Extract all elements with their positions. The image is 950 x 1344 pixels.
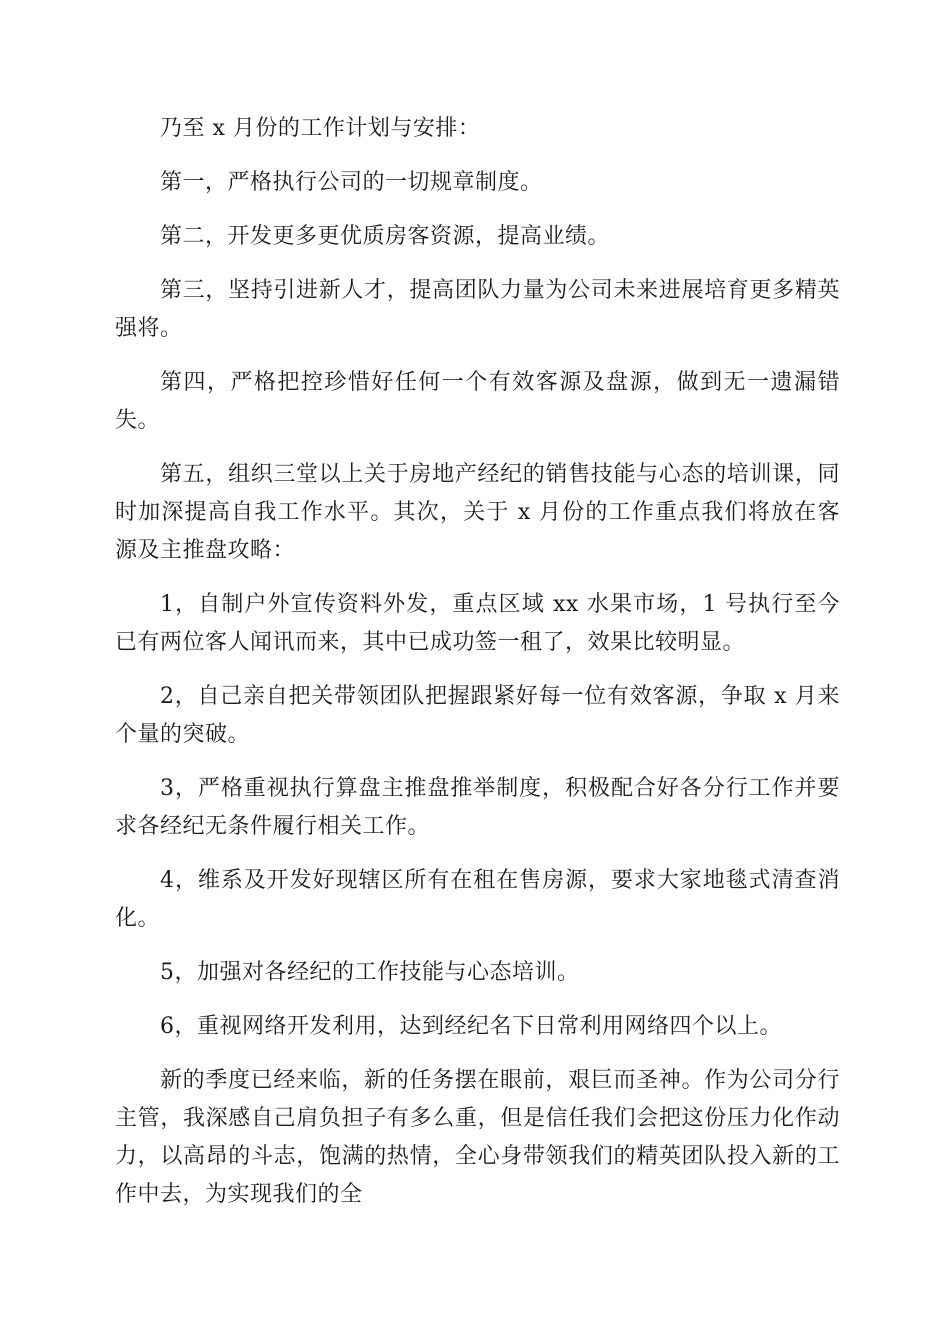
- paragraph-item-1: 第一，严格执行公司的一切规章制度。: [160, 170, 543, 195]
- paragraph-focus-6: 6，重视网络开发利用，达到经纪名下日常利用网络四个以上。: [160, 1014, 782, 1039]
- paragraph-focus-2: 2，自己亲自把关带领团队把握跟紧好每一位有效客源，争取 x 月来个量的突破。: [115, 684, 840, 747]
- document-body: [115, 110, 840, 1230]
- paragraph-focus-3: 3，严格重视执行算盘主推盘推举制度，积极配合好各分行工作并要求各经纪无条件履行相关工作。: [115, 776, 840, 839]
- paragraph-intro: 乃至 x 月份的工作计划与安排：: [160, 116, 481, 141]
- paragraph-item-3: 第三，坚持引进新人才，提高团队力量为公司未来进展培育更多精英强将。: [115, 278, 840, 341]
- paragraph-conclusion: 新的季度已经来临，新的任务摆在眼前，艰巨而圣神。作为公司分行主管，我深感自己肩负担子有多么重，但是信任我们会把这份压力化作动力，以高昂的斗志，饱满的热情，全心身带领我们的精英团队投入新的工作中去，为实现我们的全: [115, 1068, 840, 1207]
- paragraph-focus-4: 4，维系及开发好现辖区所有在租在售房源，要求大家地毯式清查消化。: [115, 868, 840, 931]
- paragraph-item-5: 第五，组织三堂以上关于房地产经纪的销售技能与心态的培训课，同时加深提高自我工作水平。其次，关于 x 月份的工作重点我们将放在客源及主推盘攻略：: [115, 462, 840, 563]
- paragraph-focus-1: 1，自制户外宣传资料外发，重点区域 xx 水果市场，1 号执行至今已有两位客人闻讯而来，其中已成功签一租了，效果比较明显。: [115, 592, 840, 655]
- paragraph-item-2: 第二，开发更多更优质房客资源，提高业绩。: [160, 224, 611, 249]
- paragraph-item-4: 第四，严格把控珍惜好任何一个有效客源及盘源，做到无一遗漏错失。: [115, 370, 840, 433]
- paragraph-focus-5: 5，加强对各经纪的工作技能与心态培训。: [160, 960, 580, 985]
